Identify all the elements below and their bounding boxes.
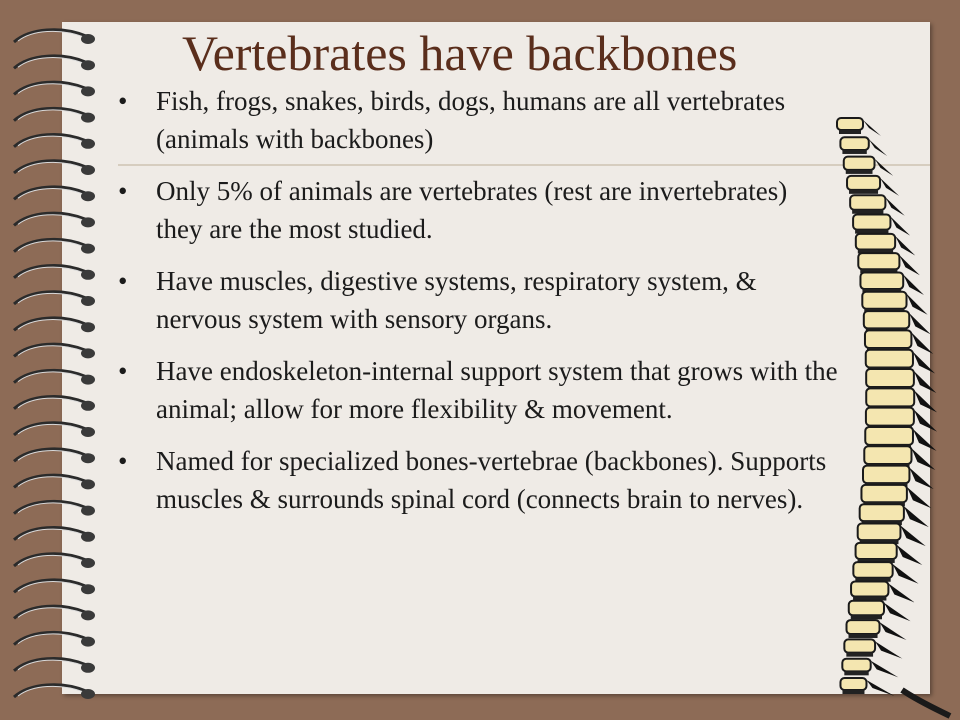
binding-ring (14, 292, 95, 306)
vertebra (842, 659, 898, 678)
bullet-text: Have endoskeleton-internal support system that grows with the animal; allow for more flexibility & movement. (156, 356, 838, 424)
vertebra (851, 581, 915, 602)
binding-ring (14, 239, 95, 253)
binding-ring (14, 161, 95, 175)
bullet-text: Only 5% of animals are vertebrates (rest are invertebrates) they are the most studied. (156, 176, 788, 244)
binding-ring (14, 685, 95, 699)
bullet-item (118, 352, 838, 428)
binding-ring (14, 187, 95, 201)
binding-ring (14, 397, 95, 411)
binding-ring (14, 82, 95, 96)
bullet-item (118, 262, 838, 338)
binding-ring (14, 632, 95, 646)
vertebra (844, 157, 893, 176)
bullet-text: Fish, frogs, snakes, birds, dogs, humans are all vertebrates (animals with backbones) (156, 86, 786, 154)
bullet-marker: • (118, 446, 128, 476)
bullet-text: Have muscles, digestive systems, respiratory system, & nervous system with sensory organs. (156, 266, 757, 334)
vertebra (850, 195, 905, 216)
spiral-binding-icon (0, 0, 110, 720)
bullet-item (118, 82, 838, 158)
binding-ring (14, 475, 95, 489)
vertebra (853, 215, 910, 236)
binding-ring (14, 30, 95, 44)
vertebra (849, 601, 911, 622)
spine-illustration-icon (810, 110, 960, 720)
binding-ring (14, 108, 95, 122)
binding-ring (14, 213, 95, 227)
binding-ring (14, 423, 95, 437)
binding-ring (14, 449, 95, 463)
binding-ring (14, 56, 95, 70)
binding-ring (14, 580, 95, 594)
binding-ring (14, 344, 95, 358)
bullet-marker: • (118, 266, 128, 296)
bullet-item (118, 442, 838, 518)
bullet-marker: • (118, 356, 128, 386)
bullet-text: Named for specialized bones-vertebrae (backbones). Supports muscles & surrounds spinal cord (connects brain to nerves). (156, 446, 827, 514)
binding-ring (14, 266, 95, 280)
bullet-item (118, 172, 838, 248)
vertebra (840, 678, 894, 696)
binding-ring (14, 501, 95, 515)
binding-ring (14, 370, 95, 384)
slide-title: Vertebrates have backbones (182, 25, 738, 81)
vertebra (844, 639, 902, 658)
binding-ring (14, 659, 95, 673)
vertebra (837, 118, 881, 136)
vertebra (847, 176, 899, 196)
vertebra (840, 137, 887, 156)
binding-ring (14, 135, 95, 149)
binding-ring (14, 606, 95, 620)
tailbone (902, 690, 950, 716)
binding-ring (14, 554, 95, 568)
bullet-marker: • (118, 176, 128, 206)
binding-ring (14, 528, 95, 542)
vertebra (847, 620, 907, 640)
bullet-list (118, 82, 838, 532)
binding-ring (14, 318, 95, 332)
bullet-marker: • (118, 86, 128, 116)
